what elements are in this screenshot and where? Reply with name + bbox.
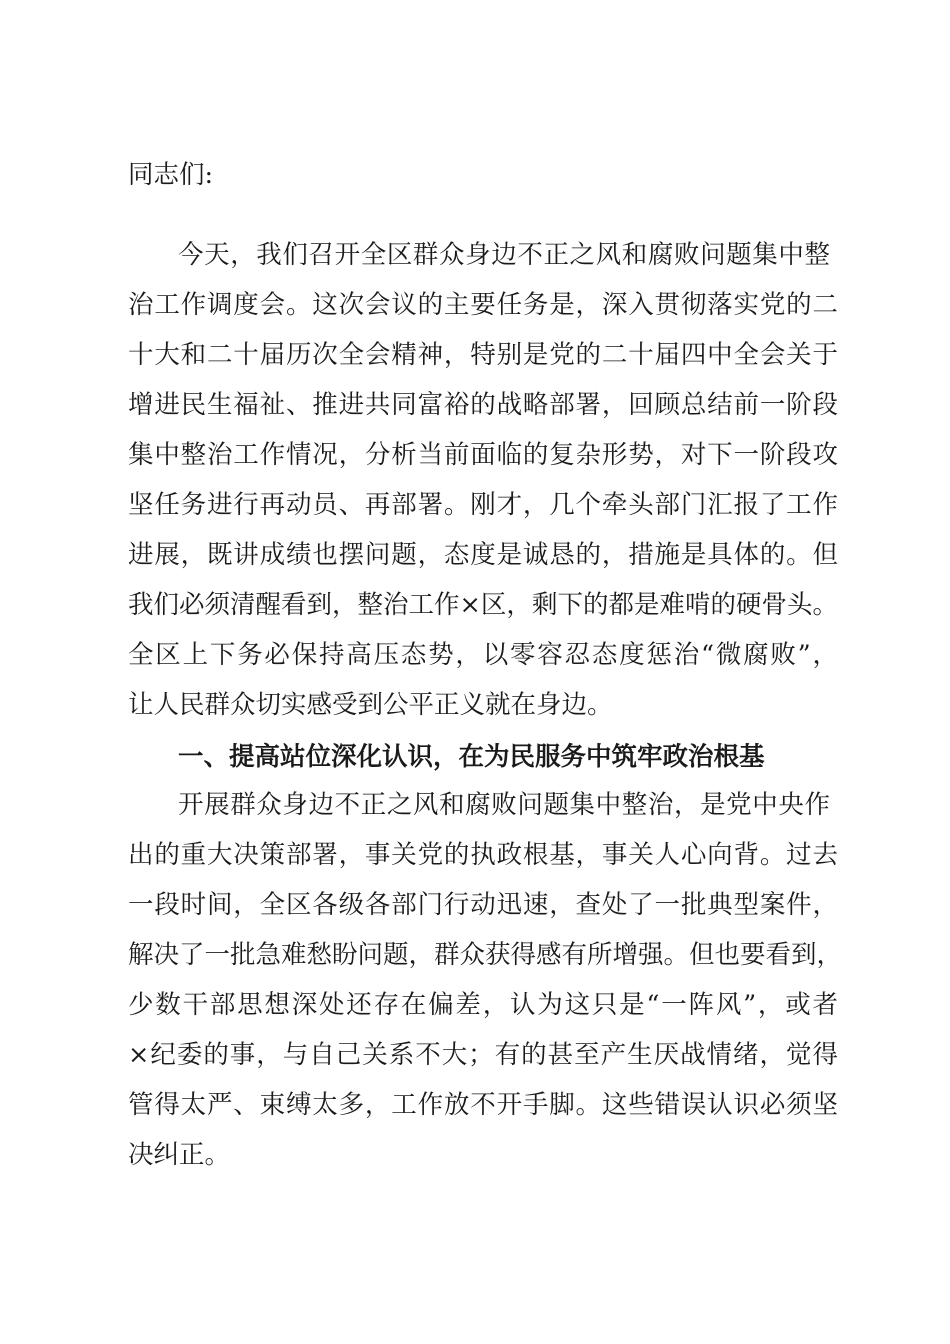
paragraph-line: 决纠正。: [128, 1140, 231, 1170]
paragraph-line: 全区上下务必保持高压态势，以零容忍态度惩治“微腐败”，: [128, 640, 838, 670]
paragraph-line: 我们必须清醒看到，整治工作×区，剩下的都是难啃的硬骨头。: [128, 590, 838, 620]
paragraph-line: 管得太严、束缚太多，工作放不开手脚。这些错误认识必须坚: [128, 1090, 838, 1120]
salutation: 同志们:: [128, 160, 214, 190]
paragraph-line: 治工作调度会。这次会议的主要任务是，深入贯彻落实党的二: [128, 290, 838, 320]
paragraph-line: 一段时间，全区各级各部门行动迅速，查处了一批典型案件，: [128, 890, 838, 920]
paragraph-line: 十大和二十届历次全会精神，特别是党的二十届四中全会关于: [128, 340, 838, 370]
paragraph-line: 进展，既讲成绩也摆问题，态度是诚恳的，措施是具体的。但: [128, 540, 838, 570]
paragraph-line: 少数干部思想深处还存在偏差，认为这只是“一阵风”，或者: [128, 990, 838, 1020]
paragraph-line: 解决了一批急难愁盼问题，群众获得感有所增强。但也要看到，: [128, 940, 843, 970]
paragraph-line: 集中整治工作情况，分析当前面临的复杂形势，对下一阶段攻: [128, 440, 838, 470]
paragraph-line: 坚任务进行再动员、再部署。刚才，几个牵头部门汇报了工作: [128, 490, 838, 520]
paragraph-line: 让人民群众切实感受到公平正义就在身边。: [128, 690, 613, 720]
paragraph-line: ×纪委的事，与自己关系不大；有的甚至产生厌战情绪，觉得: [128, 1040, 838, 1070]
section-heading: 一、提高站位深化认识，在为民服务中筑牢政治根基: [178, 742, 765, 772]
paragraph-line: 出的重大决策部署，事关党的执政根基，事关人心向背。过去: [128, 840, 838, 870]
paragraph-line: 增进民生福祉、推进共同富裕的战略部署，回顾总结前一阶段: [128, 390, 838, 420]
paragraph-line: 开展群众身边不正之风和腐败问题集中整治，是党中央作: [178, 790, 830, 820]
paragraph-line: 今天，我们召开全区群众身边不正之风和腐败问题集中整: [178, 240, 830, 270]
